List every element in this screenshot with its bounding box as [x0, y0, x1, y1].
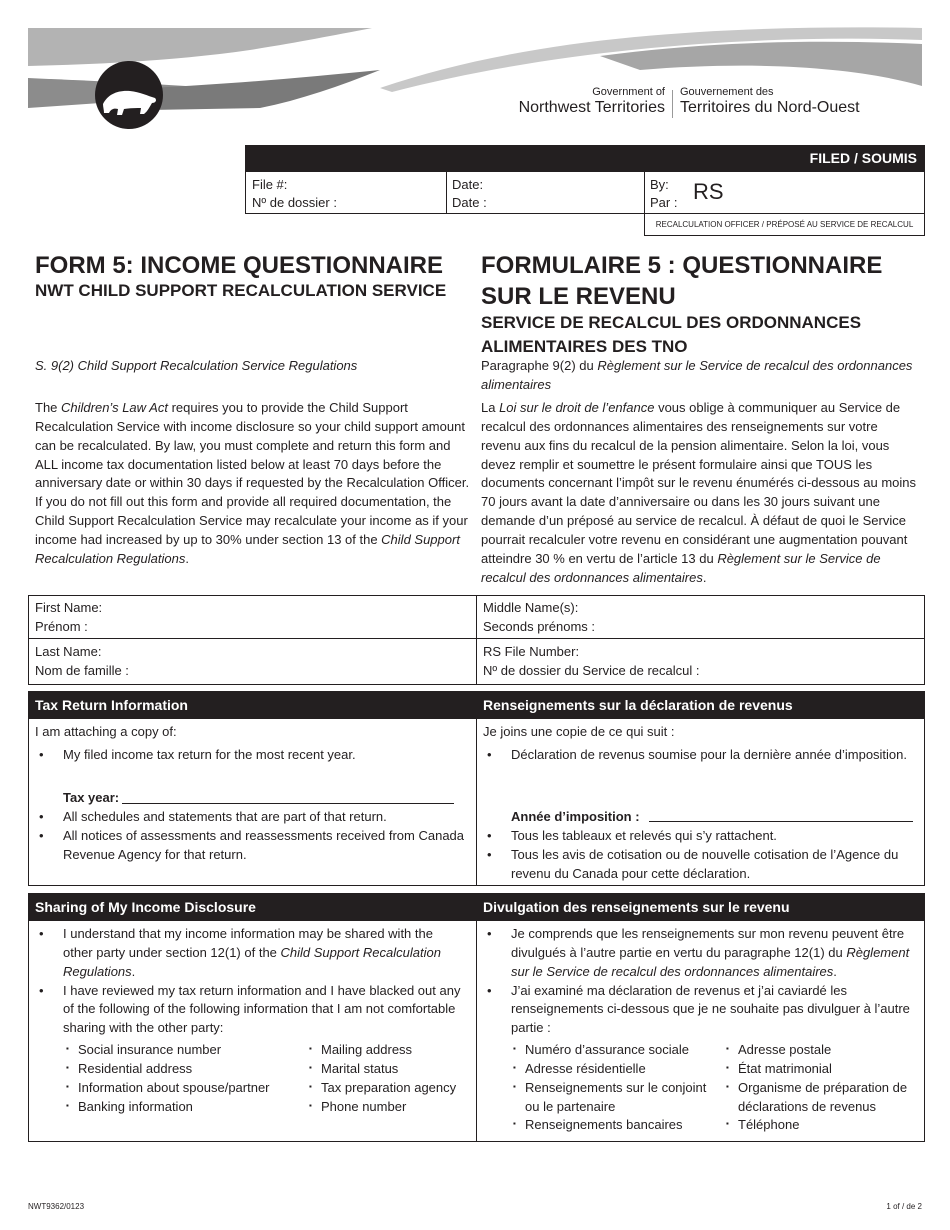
tax-intro-fr: Je joins une copie de ce qui suit :: [483, 724, 675, 739]
intro-en-2: requires you to provide the Child Support Recalculation Service with income disclosure so your child support amount can be recalculated. By law, you must complete and return this form and ALL income tax documentation listed below at least 70 days before the anniversary date or within 30 days if requested by the Recalculation Officer. If you do not fill out this form and provide all required documentation, the Child Support Recalculation Service may recalculate your income as if your income had increased by up to 30% under section 13 of the: [35, 400, 470, 547]
intro-en-1: The: [35, 400, 62, 415]
by-label-en: By:: [650, 177, 669, 192]
redaction-option: ▪ Residential address: [66, 1060, 306, 1079]
gov-en: [500, 86, 665, 117]
first-name-label-fr: Prénom :: [35, 618, 88, 634]
regulation-fr-text: Paragraphe 9(2) du: [481, 358, 598, 373]
tax-item1-fr: • Déclaration de revenus soumise pour la dernière année d’imposition.: [483, 746, 915, 765]
regulation-fr: [481, 357, 921, 395]
redaction-option: ▪ Adresse postale: [726, 1041, 921, 1060]
tax-items-en: [35, 808, 465, 865]
gov-en-small: Government of: [592, 86, 665, 98]
intro-fr-law: Loi sur le droit de l’enfance: [499, 400, 655, 415]
redaction-option: ▪ Tax preparation agency: [309, 1079, 469, 1098]
redaction-option: ▪ Renseignements sur le conjoint ou le partenaire: [513, 1079, 713, 1117]
date-field[interactable]: [446, 172, 644, 212]
file-number-field[interactable]: [246, 172, 446, 212]
filed-banner: FILED / SOUMIS: [245, 145, 925, 172]
nwt-logo: [95, 61, 163, 129]
gov-divider: [672, 90, 673, 118]
sharing-b1-fr-text: Je comprends que les renseignements sur mon revenu peuvent être divulgués à l’autre partie en vertu du paragraphe 12(1) du: [511, 926, 905, 960]
intro-en-regs: Child Support Recalculation Regulations: [35, 531, 460, 566]
by-value: RS: [693, 179, 724, 204]
sharing-header-en: Sharing of My Income Disclosure: [28, 893, 476, 921]
form-subtitle-en: NWT CHILD SUPPORT RECALCULATION SERVICE: [35, 280, 447, 300]
rs-file-label-en: RS File Number:: [483, 644, 580, 659]
form-title-fr-1: FORMULAIRE 5 : QUESTIONNAIRE: [481, 252, 883, 279]
tax-intro-en: I am attaching a copy of:: [35, 724, 177, 739]
sharing-b1-en-text: I understand that my income information may be shared with the other party under section 12(1) of the: [63, 926, 433, 960]
title-fr: [481, 252, 921, 359]
tax-fr: [483, 723, 915, 765]
title-en: [35, 252, 470, 301]
intro-fr-regs: Règlement sur le Service de recalcul des ordonnances alimentaires: [481, 550, 881, 585]
intro-fr-1: La: [481, 400, 500, 415]
redaction-option: ▪ État matrimonial: [726, 1060, 921, 1079]
tax-item1-en: • My filed income tax return for the most recent year.: [35, 746, 465, 765]
tax-item2-fr: • Tous les tableaux et relevés qui s’y rattachent.: [483, 827, 915, 846]
sharing-b1-fr: [483, 925, 915, 982]
intro-en: [35, 399, 470, 569]
sharing-list-fr-right: [726, 1041, 921, 1135]
sharing-b1-fr-end: .: [833, 963, 837, 979]
sharing-list-fr-left: [513, 1041, 713, 1135]
page-number: 1 of / de 2: [886, 1202, 922, 1211]
tax-year-input-en[interactable]: [122, 803, 454, 804]
last-name-field[interactable]: [35, 643, 470, 681]
rs-file-number-field[interactable]: [483, 643, 918, 681]
gov-fr-small: Gouvernement des: [680, 86, 774, 98]
tax-year-label-en: Tax year:: [63, 790, 120, 805]
redaction-option: ▪ Téléphone: [726, 1116, 921, 1135]
tax-year-label-fr: Année d’imposition :: [511, 809, 640, 824]
by-label-fr: Par :: [650, 195, 678, 211]
intro-fr-2: vous oblige à communiquer au Service de recalcul des ordonnances alimentaires des renseignements sur votre revenu aux fins du recalcul de la pension alimentaire. Selon la loi, vous devez remplir et soumettre le présent formulaire ainsi que TOUS les documents concernant l’impôt sur le revenu énumérés ci-dessous au moins 70 jours avant la date d’anniversaire ou dans les 30 jours suivant une demande d’un préposé au service de recalcul. À défaut de quoi le Service pourrait recalculer votre revenu en considérant une augmentation pouvant atteindre 30 % en vertu de l’article 13 du: [481, 400, 916, 566]
file-label-en: File #:: [252, 177, 288, 192]
form-code: NWT9362/0123: [28, 1202, 85, 1211]
gov-en-big: Northwest Territories: [518, 98, 665, 116]
regulation-fr-italic: Règlement sur le Service de recalcul des ordonnances alimentaires: [481, 358, 913, 392]
sharing-fr: [483, 925, 915, 1038]
tax-year-input-fr[interactable]: [649, 821, 913, 822]
date-label-en: Date:: [452, 177, 484, 192]
intro-fr: [481, 399, 921, 587]
sharing-b2-fr: • J’ai examiné ma déclaration de revenus et j’ai caviardé les renseignements ci-dessous que je ne souhaite pas divulguer à l’autre partie :: [483, 982, 915, 1039]
sharing-list-en-right: [309, 1041, 469, 1116]
sharing-b2-en: • I have reviewed my tax return information and I have blacked out any of the following of the following information that I am not comfortable sharing with the other party:: [35, 982, 465, 1039]
redaction-option: ▪ Phone number: [309, 1098, 469, 1117]
middle-name-label-en: Middle Name(s):: [483, 600, 579, 615]
redaction-option: ▪ Information about spouse/partner: [66, 1079, 306, 1098]
intro-en-3: .: [185, 550, 189, 566]
sharing-b1-en-end: .: [131, 963, 136, 979]
sharing-list-en-left: [66, 1041, 306, 1116]
redaction-option: ▪ Banking information: [66, 1098, 306, 1117]
gov-fr: [680, 86, 860, 117]
form-title-fr-2: SUR LE REVENU: [481, 282, 676, 310]
first-name-field[interactable]: [35, 599, 470, 637]
middle-name-field[interactable]: [483, 599, 918, 637]
form-subtitle-fr-1: SERVICE DE RECALCUL DES ORDONNANCES: [481, 313, 862, 333]
redaction-option: ▪ Mailing address: [309, 1041, 469, 1060]
by-field[interactable]: [644, 172, 924, 212]
tax-en: [35, 723, 465, 765]
last-name-label-fr: Nom de famille :: [35, 662, 129, 678]
rs-file-label-fr: Nº de dossier du Service de recalcul :: [483, 662, 700, 678]
regulation-en: S. 9(2) Child Support Recalculation Service Regulations: [35, 358, 358, 373]
officer-caption: RECALCULATION OFFICER / PRÉPOSÉ AU SERVICE DE RECALCUL: [644, 214, 925, 236]
tax-header-en: Tax Return Information: [28, 691, 476, 719]
form-subtitle-fr-2: ALIMENTAIRES DES TNO: [481, 336, 688, 356]
sharing-b1-fr-italic: Règlement sur le Service de recalcul des ordonnances alimentaires: [511, 944, 910, 979]
tax-item3-en: • All notices of assessments and reassessments received from Canada Revenue Agency for that return.: [35, 827, 465, 865]
filed-row: [245, 172, 925, 214]
redaction-option: ▪ Adresse résidentielle: [513, 1060, 713, 1079]
redaction-option: ▪ Marital status: [309, 1060, 469, 1079]
first-name-label-en: First Name:: [35, 600, 103, 615]
intro-en-law: Children’s Law Act: [61, 400, 168, 415]
redaction-option: ▪ Renseignements bancaires: [513, 1116, 713, 1135]
tax-header-fr: Renseignements sur la déclaration de revenus: [476, 691, 925, 719]
tax-item2-en: • All schedules and statements that are part of that return.: [35, 808, 465, 827]
form-title-en: FORM 5: INCOME QUESTIONNAIRE: [35, 252, 444, 279]
sharing-en: [35, 925, 465, 1038]
sharing-b1-en-italic: Child Support Recalculation Regulations: [63, 944, 441, 979]
sharing-header-fr: Divulgation des renseignements sur le revenu: [476, 893, 925, 921]
redaction-option: ▪ Organisme de préparation de déclarations de revenus: [726, 1079, 921, 1117]
middle-name-label-fr: Seconds prénoms :: [483, 618, 596, 634]
file-label-fr: Nº de dossier :: [252, 195, 337, 211]
gov-fr-big: Territoires du Nord-Ouest: [680, 98, 860, 116]
date-label-fr: Date :: [452, 195, 487, 211]
redaction-option: ▪ Numéro d’assurance sociale: [513, 1041, 713, 1060]
redaction-option: ▪ Social insurance number: [66, 1041, 306, 1060]
tax-item3-fr: • Tous les avis de cotisation ou de nouvelle cotisation de l’Agence du revenu du Canada pour cette déclaration.: [483, 846, 915, 884]
intro-fr-3: .: [702, 569, 707, 585]
last-name-label-en: Last Name:: [35, 644, 102, 659]
sharing-b1-en: [35, 925, 465, 982]
tax-items-fr: [483, 827, 915, 884]
